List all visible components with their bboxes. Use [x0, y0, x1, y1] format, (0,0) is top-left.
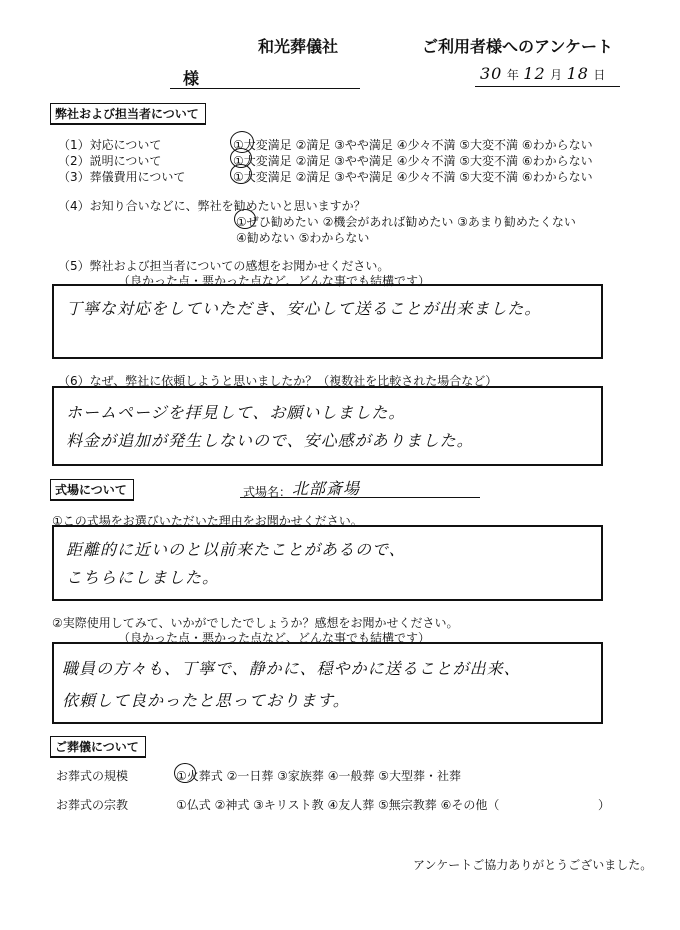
date-month: 12: [523, 64, 546, 83]
selected-circle-mark: [174, 763, 196, 783]
date-month-label: 月: [550, 68, 563, 82]
religion-close-paren: ）: [598, 798, 611, 812]
venue-q1-answer-box: [52, 525, 603, 601]
venue-q2-question: ②実際使用してみて、いかがでしたでしょうか？感想をお聞かせください。: [52, 616, 459, 630]
q6-answer-2: 料金が追加が発生しないので、安心感がありました。: [66, 431, 474, 450]
survey-title: ご利用者様へのアンケート: [422, 37, 614, 56]
q5-sub: （良かった点・悪かった点など、どんな事でも結構です）: [118, 274, 431, 288]
religion-label: お葬式の宗教: [56, 798, 129, 812]
date-field: [480, 64, 605, 83]
scale-options: ①火葬式 ②一日葬 ③家族葬 ④一般葬 ⑤大型葬・社葬: [176, 769, 462, 783]
venue-q2-answer-2: 依頼して良かったと思っております。: [62, 691, 350, 710]
q6-answer-box: [52, 386, 603, 466]
venue-q1-answer-1: 距離的に近いのと以前来たことがあるので、: [66, 540, 406, 559]
q2-options: ①大変満足 ②満足 ③やや満足 ④少々不満 ⑤大変不満 ⑥わからない: [233, 154, 593, 168]
date-day: 18: [566, 64, 589, 83]
selected-circle-mark: [234, 209, 256, 229]
scale-label: お葬式の規模: [56, 769, 129, 783]
q1-label: （1）対応について: [58, 138, 162, 152]
section-company-heading: 弊社および担当者について: [50, 103, 206, 125]
date-year-label: 年: [506, 68, 519, 82]
q3-label: （3）葬儀費用について: [58, 170, 186, 184]
company-name: 和光葬儀社: [258, 37, 339, 56]
selected-circle-mark: [230, 164, 252, 184]
venue-q2-answer-1: 職員の方々も、丁寧で、静かに、穏やかに送ることが出来、: [62, 659, 521, 678]
q1-options: ①大変満足 ②満足 ③やや満足 ④少々不満 ⑤大変不満 ⑥わからない: [233, 138, 593, 152]
customer-sama: 様: [183, 69, 200, 88]
religion-options: ①仏式 ②神式 ③キリスト教 ④友人葬 ⑤無宗教葬 ⑥その他（: [176, 798, 500, 812]
q4-options-2: ④勧めない ⑤わからない: [236, 231, 370, 245]
q5-answer: 丁寧な対応をしていただき、安心して送ることが出来ました。: [66, 299, 542, 318]
date-year: 30: [480, 64, 503, 83]
q4-options-1: ①ぜひ勧めたい ②機会があれば勧めたい ③あまり勧めたくない: [236, 215, 576, 229]
q3-options: ①大変満足 ②満足 ③やや満足 ④少々不満 ⑤大変不満 ⑥わからない: [233, 170, 593, 184]
venue-q1-answer-2: こちらにしました。: [66, 568, 220, 587]
venue-value: 北部斎場: [292, 479, 361, 498]
section-funeral-heading: ご葬儀について: [50, 736, 146, 758]
venue-label: 式場名：: [243, 485, 292, 499]
date-underline: [475, 86, 620, 87]
q6-answer-1: ホームページを拝見して、お願いしました。: [66, 403, 406, 422]
venue-q2-answer-box: [52, 642, 603, 724]
q4-question: （4）お知り合いなどに、弊社を勧めたいと思いますか？: [58, 199, 366, 213]
venue-underline: [240, 497, 480, 498]
q2-label: （2）説明について: [58, 154, 162, 168]
section-venue-heading: 式場について: [50, 479, 134, 501]
q5-question: （5）弊社および担当者についての感想をお聞かせください。: [58, 259, 390, 273]
venue-q2-sub: （良かった点・悪かった点など、どんな事でも結構です）: [118, 631, 431, 645]
q5-answer-box: [52, 284, 603, 359]
venue-q1-question: ①この式場をお選びいただいた理由をお聞かせください。: [52, 514, 363, 528]
date-day-label: 日: [593, 68, 606, 82]
thanks-message: アンケートご協力ありがとうございました。: [413, 858, 653, 872]
q6-question: （6）なぜ、弊社に依頼しようと思いましたか？（複数社を比較された場合など）: [58, 374, 498, 388]
customer-name-line: [170, 88, 360, 89]
